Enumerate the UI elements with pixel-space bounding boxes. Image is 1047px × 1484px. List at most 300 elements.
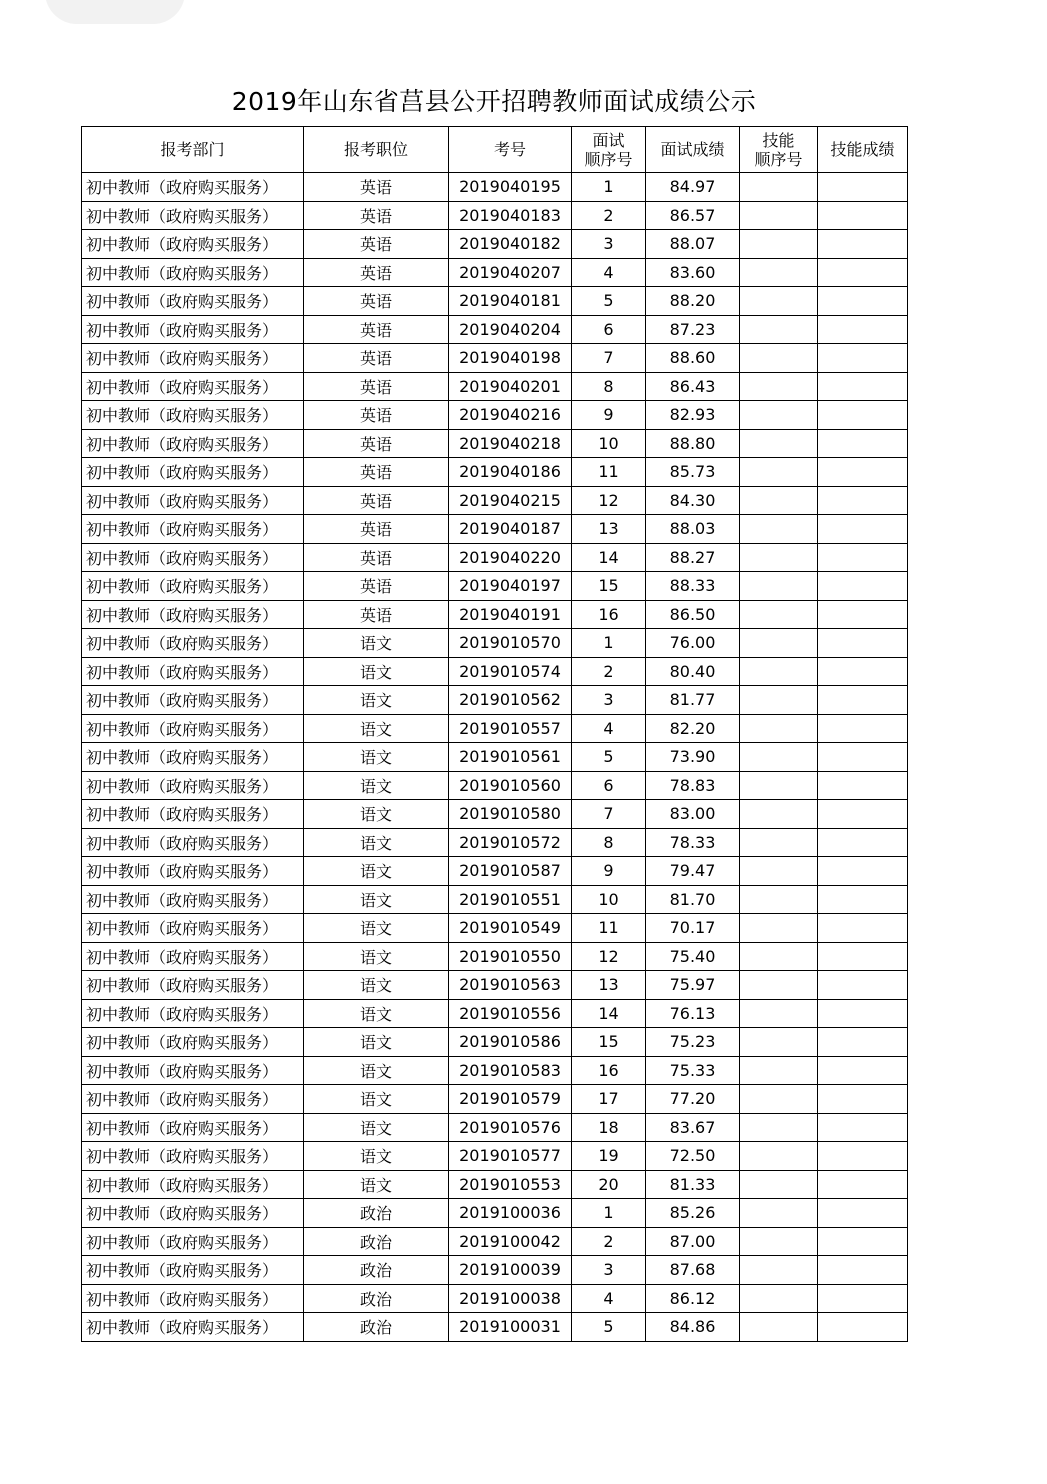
cell-interview-order: 3: [572, 686, 646, 715]
cell-skill-order: [740, 1199, 818, 1228]
table-row: [82, 230, 908, 259]
cell-skill-score: [818, 971, 908, 1000]
cell-skill-score: [818, 315, 908, 344]
cell-skill-score: [818, 543, 908, 572]
cell-exam-no: 2019040220: [449, 543, 572, 572]
cell-dept: 初中教师（政府购买服务）: [82, 686, 304, 715]
cell-skill-order: [740, 714, 818, 743]
cell-interview-order: 5: [572, 743, 646, 772]
cell-exam-no: 2019010556: [449, 999, 572, 1028]
cell-position: 语文: [304, 1028, 449, 1057]
cell-dept: 初中教师（政府购买服务）: [82, 543, 304, 572]
table-row: [82, 1256, 908, 1285]
header-skill-order: [740, 127, 818, 173]
table-row: [82, 258, 908, 287]
header-skill-score: 技能成绩: [818, 127, 908, 173]
cell-position: 语文: [304, 885, 449, 914]
cell-interview-score: 82.20: [646, 714, 740, 743]
cell-interview-order: 14: [572, 999, 646, 1028]
cell-exam-no: 2019100038: [449, 1284, 572, 1313]
cell-interview-order: 3: [572, 230, 646, 259]
cell-position: 英语: [304, 401, 449, 430]
cell-skill-score: [818, 914, 908, 943]
cell-skill-order: [740, 572, 818, 601]
cell-skill-score: [818, 714, 908, 743]
cell-position: 政治: [304, 1284, 449, 1313]
cell-skill-order: [740, 942, 818, 971]
cell-skill-score: [818, 201, 908, 230]
cell-interview-order: 6: [572, 771, 646, 800]
table-row: [82, 600, 908, 629]
cell-skill-order: [740, 1056, 818, 1085]
cell-skill-order: [740, 515, 818, 544]
cell-dept: 初中教师（政府购买服务）: [82, 572, 304, 601]
cell-skill-score: [818, 344, 908, 373]
cell-interview-order: 13: [572, 515, 646, 544]
cell-position: 语文: [304, 743, 449, 772]
cell-skill-order: [740, 857, 818, 886]
cell-exam-no: 2019100031: [449, 1313, 572, 1342]
table-body: [82, 173, 908, 1342]
cell-skill-score: [818, 771, 908, 800]
cell-position: 政治: [304, 1256, 449, 1285]
cell-position: 语文: [304, 1056, 449, 1085]
cell-interview-score: 81.33: [646, 1170, 740, 1199]
cell-exam-no: 2019010574: [449, 657, 572, 686]
cell-interview-score: 76.00: [646, 629, 740, 658]
cell-interview-score: 85.26: [646, 1199, 740, 1228]
cell-interview-score: 76.13: [646, 999, 740, 1028]
cell-interview-score: 87.00: [646, 1227, 740, 1256]
cell-skill-order: [740, 372, 818, 401]
table-row: [82, 315, 908, 344]
cell-exam-no: 2019100039: [449, 1256, 572, 1285]
cell-dept: 初中教师（政府购买服务）: [82, 914, 304, 943]
cell-skill-order: [740, 173, 818, 202]
header-position: 报考职位: [304, 127, 449, 173]
cell-skill-order: [740, 600, 818, 629]
cell-dept: 初中教师（政府购买服务）: [82, 315, 304, 344]
cell-exam-no: 2019040183: [449, 201, 572, 230]
cell-exam-no: 2019010561: [449, 743, 572, 772]
cell-exam-no: 2019010563: [449, 971, 572, 1000]
cell-skill-order: [740, 743, 818, 772]
cell-dept: 初中教师（政府购买服务）: [82, 857, 304, 886]
cell-exam-no: 2019040182: [449, 230, 572, 259]
cell-position: 语文: [304, 1142, 449, 1171]
cell-skill-score: [818, 515, 908, 544]
cell-interview-score: 73.90: [646, 743, 740, 772]
cell-skill-order: [740, 344, 818, 373]
cell-position: 语文: [304, 857, 449, 886]
table-row: [82, 1199, 908, 1228]
cell-interview-score: 86.43: [646, 372, 740, 401]
cell-dept: 初中教师（政府购买服务）: [82, 401, 304, 430]
cell-interview-order: 9: [572, 401, 646, 430]
cell-dept: 初中教师（政府购买服务）: [82, 1056, 304, 1085]
cell-interview-order: 15: [572, 1028, 646, 1057]
cell-skill-score: [818, 572, 908, 601]
cell-skill-score: [818, 1142, 908, 1171]
cell-exam-no: 2019010562: [449, 686, 572, 715]
cell-position: 语文: [304, 771, 449, 800]
cell-interview-order: 8: [572, 372, 646, 401]
cell-dept: 初中教师（政府购买服务）: [82, 1113, 304, 1142]
cell-interview-score: 79.47: [646, 857, 740, 886]
cell-interview-order: 7: [572, 800, 646, 829]
cell-dept: 初中教师（政府购买服务）: [82, 1227, 304, 1256]
cell-exam-no: 2019040215: [449, 486, 572, 515]
cell-position: 政治: [304, 1313, 449, 1342]
cell-skill-score: [818, 230, 908, 259]
cell-interview-order: 10: [572, 885, 646, 914]
cell-dept: 初中教师（政府购买服务）: [82, 600, 304, 629]
table-row: [82, 1170, 908, 1199]
table-row: [82, 629, 908, 658]
table-row: [82, 999, 908, 1028]
table-row: [82, 287, 908, 316]
cell-interview-order: 5: [572, 287, 646, 316]
cell-skill-score: [818, 629, 908, 658]
header-dept: 报考部门: [82, 127, 304, 173]
cell-interview-score: 70.17: [646, 914, 740, 943]
cell-interview-score: 88.33: [646, 572, 740, 601]
cell-position: 英语: [304, 429, 449, 458]
cell-dept: 初中教师（政府购买服务）: [82, 429, 304, 458]
cell-position: 英语: [304, 201, 449, 230]
cell-exam-no: 2019040197: [449, 572, 572, 601]
cell-interview-order: 14: [572, 543, 646, 572]
cell-interview-order: 15: [572, 572, 646, 601]
cell-interview-score: 77.20: [646, 1085, 740, 1114]
cell-interview-order: 8: [572, 828, 646, 857]
results-table: [81, 126, 908, 1342]
cell-exam-no: 2019040201: [449, 372, 572, 401]
cell-dept: 初中教师（政府购买服务）: [82, 458, 304, 487]
cell-exam-no: 2019100042: [449, 1227, 572, 1256]
cell-skill-order: [740, 914, 818, 943]
cell-skill-score: [818, 258, 908, 287]
cell-interview-order: 2: [572, 657, 646, 686]
cell-interview-order: 20: [572, 1170, 646, 1199]
cell-skill-score: [818, 1227, 908, 1256]
table-row: [82, 914, 908, 943]
cell-position: 英语: [304, 173, 449, 202]
cell-skill-order: [740, 1170, 818, 1199]
cell-dept: 初中教师（政府购买服务）: [82, 344, 304, 373]
cell-skill-score: [818, 800, 908, 829]
cell-skill-score: [818, 1028, 908, 1057]
table-row: [82, 686, 908, 715]
cell-interview-order: 11: [572, 458, 646, 487]
cell-dept: 初中教师（政府购买服务）: [82, 230, 304, 259]
cell-exam-no: 2019010587: [449, 857, 572, 886]
table-row: [82, 401, 908, 430]
cell-skill-order: [740, 999, 818, 1028]
cell-skill-order: [740, 1313, 818, 1342]
table-row: [82, 714, 908, 743]
cell-dept: 初中教师（政府购买服务）: [82, 743, 304, 772]
cell-position: 语文: [304, 800, 449, 829]
table-row: [82, 942, 908, 971]
cell-interview-order: 6: [572, 315, 646, 344]
cell-interview-score: 75.23: [646, 1028, 740, 1057]
cell-position: 英语: [304, 230, 449, 259]
cell-position: 语文: [304, 629, 449, 658]
cell-interview-score: 88.20: [646, 287, 740, 316]
table-row: [82, 201, 908, 230]
cell-interview-order: 4: [572, 1284, 646, 1313]
cell-skill-score: [818, 1256, 908, 1285]
cell-position: 英语: [304, 486, 449, 515]
cell-exam-no: 2019010549: [449, 914, 572, 943]
cell-exam-no: 2019040204: [449, 315, 572, 344]
cell-interview-order: 5: [572, 1313, 646, 1342]
cell-interview-score: 72.50: [646, 1142, 740, 1171]
table-row: [82, 429, 908, 458]
cell-dept: 初中教师（政府购买服务）: [82, 173, 304, 202]
cell-interview-order: 18: [572, 1113, 646, 1142]
cell-interview-score: 86.50: [646, 600, 740, 629]
cell-position: 语文: [304, 971, 449, 1000]
cell-skill-score: [818, 486, 908, 515]
cell-interview-score: 81.77: [646, 686, 740, 715]
cell-position: 英语: [304, 572, 449, 601]
cell-position: 语文: [304, 828, 449, 857]
cell-position: 英语: [304, 543, 449, 572]
table-header-row: [82, 127, 908, 173]
cell-interview-order: 19: [572, 1142, 646, 1171]
cell-interview-score: 81.70: [646, 885, 740, 914]
cell-position: 政治: [304, 1199, 449, 1228]
cell-interview-order: 3: [572, 1256, 646, 1285]
cell-interview-score: 83.60: [646, 258, 740, 287]
cell-dept: 初中教师（政府购买服务）: [82, 1256, 304, 1285]
cell-skill-order: [740, 543, 818, 572]
cell-interview-score: 88.80: [646, 429, 740, 458]
header-skill-order-line1: 技能: [762, 130, 795, 150]
cell-interview-score: 83.67: [646, 1113, 740, 1142]
cell-skill-score: [818, 1113, 908, 1142]
cell-position: 语文: [304, 1085, 449, 1114]
table-row: [82, 1227, 908, 1256]
header-interview-order-line2: 顺序号: [584, 149, 633, 169]
cell-dept: 初中教师（政府购买服务）: [82, 287, 304, 316]
cell-exam-no: 2019010557: [449, 714, 572, 743]
cell-interview-order: 12: [572, 942, 646, 971]
cell-exam-no: 2019010579: [449, 1085, 572, 1114]
cell-skill-score: [818, 1199, 908, 1228]
cell-exam-no: 2019010560: [449, 771, 572, 800]
cell-dept: 初中教师（政府购买服务）: [82, 1284, 304, 1313]
cell-interview-order: 1: [572, 173, 646, 202]
cell-skill-score: [818, 1284, 908, 1313]
cell-skill-score: [818, 1170, 908, 1199]
cell-exam-no: 2019040218: [449, 429, 572, 458]
cell-interview-order: 2: [572, 1227, 646, 1256]
cell-position: 语文: [304, 686, 449, 715]
cell-skill-order: [740, 287, 818, 316]
cell-skill-order: [740, 401, 818, 430]
cell-skill-order: [740, 800, 818, 829]
cell-exam-no: 2019040195: [449, 173, 572, 202]
cell-interview-order: 1: [572, 1199, 646, 1228]
cell-interview-score: 75.33: [646, 1056, 740, 1085]
cell-interview-order: 10: [572, 429, 646, 458]
cell-interview-order: 13: [572, 971, 646, 1000]
header-interview-order-line1: 面试: [592, 130, 625, 150]
table-row: [82, 828, 908, 857]
cell-skill-score: [818, 657, 908, 686]
table-row: [82, 458, 908, 487]
cell-skill-order: [740, 657, 818, 686]
table-row: [82, 1313, 908, 1342]
cell-dept: 初中教师（政府购买服务）: [82, 486, 304, 515]
cell-exam-no: 2019010580: [449, 800, 572, 829]
cell-interview-score: 82.93: [646, 401, 740, 430]
cell-interview-score: 75.40: [646, 942, 740, 971]
table-row: [82, 486, 908, 515]
cell-position: 英语: [304, 258, 449, 287]
cell-interview-order: 4: [572, 258, 646, 287]
cell-position: 语文: [304, 1113, 449, 1142]
cell-dept: 初中教师（政府购买服务）: [82, 1028, 304, 1057]
cell-skill-score: [818, 942, 908, 971]
cell-interview-score: 84.86: [646, 1313, 740, 1342]
table-row: [82, 1028, 908, 1057]
cell-skill-order: [740, 1284, 818, 1313]
cell-dept: 初中教师（政府购买服务）: [82, 372, 304, 401]
table-row: [82, 572, 908, 601]
cell-skill-score: [818, 173, 908, 202]
cell-dept: 初中教师（政府购买服务）: [82, 258, 304, 287]
cell-skill-order: [740, 1113, 818, 1142]
table-row: [82, 771, 908, 800]
cell-interview-score: 87.23: [646, 315, 740, 344]
cell-dept: 初中教师（政府购买服务）: [82, 971, 304, 1000]
cell-interview-order: 11: [572, 914, 646, 943]
cell-skill-order: [740, 1028, 818, 1057]
cell-skill-score: [818, 828, 908, 857]
table-row: [82, 543, 908, 572]
cell-interview-score: 88.07: [646, 230, 740, 259]
cell-skill-order: [740, 1227, 818, 1256]
cell-interview-score: 84.97: [646, 173, 740, 202]
page-title: 2019年山东省莒县公开招聘教师面试成绩公示: [231, 87, 757, 116]
cell-position: 语文: [304, 1170, 449, 1199]
cell-skill-order: [740, 686, 818, 715]
table-row: [82, 743, 908, 772]
cell-exam-no: 2019010550: [449, 942, 572, 971]
table-row: [82, 372, 908, 401]
table-row: [82, 515, 908, 544]
table-row: [82, 1142, 908, 1171]
cell-interview-score: 78.83: [646, 771, 740, 800]
cell-skill-order: [740, 771, 818, 800]
cell-interview-score: 88.60: [646, 344, 740, 373]
header-interview-order: [572, 127, 646, 173]
cell-skill-order: [740, 629, 818, 658]
header-exam-no: 考号: [449, 127, 572, 173]
cell-skill-score: [818, 429, 908, 458]
cell-interview-order: 1: [572, 629, 646, 658]
table-row: [82, 1085, 908, 1114]
cell-skill-order: [740, 486, 818, 515]
table-row: [82, 885, 908, 914]
cell-position: 语文: [304, 914, 449, 943]
cell-skill-order: [740, 258, 818, 287]
cell-dept: 初中教师（政府购买服务）: [82, 201, 304, 230]
cell-exam-no: 2019040207: [449, 258, 572, 287]
header-interview-score: 面试成绩: [646, 127, 740, 173]
table-row: [82, 1113, 908, 1142]
table-row: [82, 657, 908, 686]
cell-interview-order: 7: [572, 344, 646, 373]
cell-skill-order: [740, 201, 818, 230]
cell-skill-score: [818, 287, 908, 316]
cell-interview-order: 17: [572, 1085, 646, 1114]
cell-interview-order: 12: [572, 486, 646, 515]
cell-interview-score: 75.97: [646, 971, 740, 1000]
corner-decoration: [45, 0, 185, 24]
cell-position: 语文: [304, 999, 449, 1028]
cell-interview-order: 16: [572, 1056, 646, 1085]
cell-interview-score: 88.03: [646, 515, 740, 544]
cell-skill-score: [818, 1313, 908, 1342]
cell-position: 英语: [304, 372, 449, 401]
cell-exam-no: 2019040198: [449, 344, 572, 373]
cell-exam-no: 2019010551: [449, 885, 572, 914]
header-skill-order-line2: 顺序号: [754, 149, 803, 169]
cell-dept: 初中教师（政府购买服务）: [82, 629, 304, 658]
cell-interview-score: 88.27: [646, 543, 740, 572]
cell-skill-order: [740, 1142, 818, 1171]
cell-dept: 初中教师（政府购买服务）: [82, 1199, 304, 1228]
cell-position: 英语: [304, 315, 449, 344]
cell-position: 英语: [304, 458, 449, 487]
cell-skill-order: [740, 885, 818, 914]
cell-dept: 初中教师（政府购买服务）: [82, 657, 304, 686]
cell-position: 政治: [304, 1227, 449, 1256]
cell-exam-no: 2019010572: [449, 828, 572, 857]
cell-skill-order: [740, 315, 818, 344]
cell-skill-score: [818, 372, 908, 401]
cell-skill-score: [818, 686, 908, 715]
cell-position: 英语: [304, 344, 449, 373]
cell-position: 英语: [304, 600, 449, 629]
table-row: [82, 971, 908, 1000]
cell-skill-score: [818, 401, 908, 430]
cell-skill-order: [740, 1256, 818, 1285]
cell-exam-no: 2019040187: [449, 515, 572, 544]
cell-exam-no: 2019010570: [449, 629, 572, 658]
cell-dept: 初中教师（政府购买服务）: [82, 771, 304, 800]
cell-position: 语文: [304, 657, 449, 686]
cell-position: 英语: [304, 515, 449, 544]
cell-exam-no: 2019010583: [449, 1056, 572, 1085]
table-row: [82, 857, 908, 886]
cell-interview-score: 85.73: [646, 458, 740, 487]
cell-interview-order: 2: [572, 201, 646, 230]
cell-skill-score: [818, 743, 908, 772]
cell-dept: 初中教师（政府购买服务）: [82, 1170, 304, 1199]
cell-skill-score: [818, 600, 908, 629]
cell-interview-order: 16: [572, 600, 646, 629]
cell-skill-score: [818, 857, 908, 886]
table-row: [82, 1284, 908, 1313]
cell-exam-no: 2019010586: [449, 1028, 572, 1057]
cell-dept: 初中教师（政府购买服务）: [82, 999, 304, 1028]
